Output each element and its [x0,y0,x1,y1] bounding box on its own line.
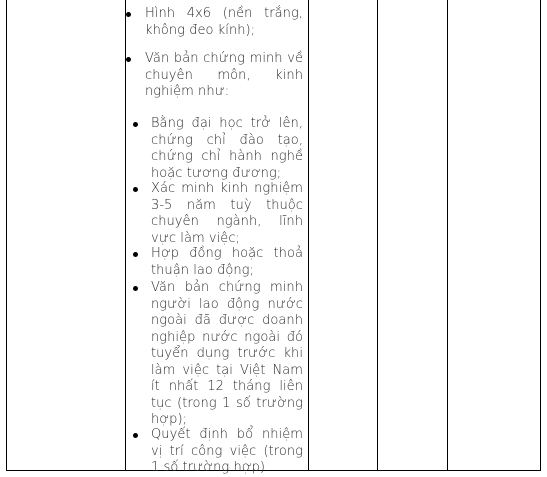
bullet-icon [126,12,131,17]
bullet-icon [126,57,131,62]
sub-list-item: Hợp đồng hoặc thoả thuận lao động; [151,246,303,278]
sub-list-item: Văn bản chứng minh người lao động nước ngoài đã được doanh nghiệp nước ngoài đó tuyển dụng trước khi làm việc tại Việt Nam ít nhất 12 tháng liên tục (trong 1 số trường hợp); [151,280,303,427]
sub-list-item: Bằng đại học trở lên, chứng chỉ đào tạo, chứng chỉ hành nghề hoặc tương đương; [151,116,303,181]
bullet-icon [133,187,138,192]
column-divider [447,0,448,471]
sub-list-item: Xác minh kinh nghiệm 3-5 năm tuỳ thuộc chuyên ngành, lĩnh vực làm việc; [151,181,303,246]
bullet-icon [133,286,138,291]
bullet-icon [133,433,138,438]
requirements-cell [125,0,308,475]
sub-list-item: Quyết định bổ nhiệm vị trí công việc (trong 1 số trường hợp). [151,427,303,475]
column-divider [308,0,309,471]
column-divider [377,0,378,471]
bullet-icon [133,252,138,257]
list-item: Hình 4x6 (nền trắng, không đeo kính); [145,6,303,38]
bullet-icon [133,122,138,127]
list-item: Văn bản chứng minh về chuyên môn, kinh nghiệm như: [145,51,303,99]
